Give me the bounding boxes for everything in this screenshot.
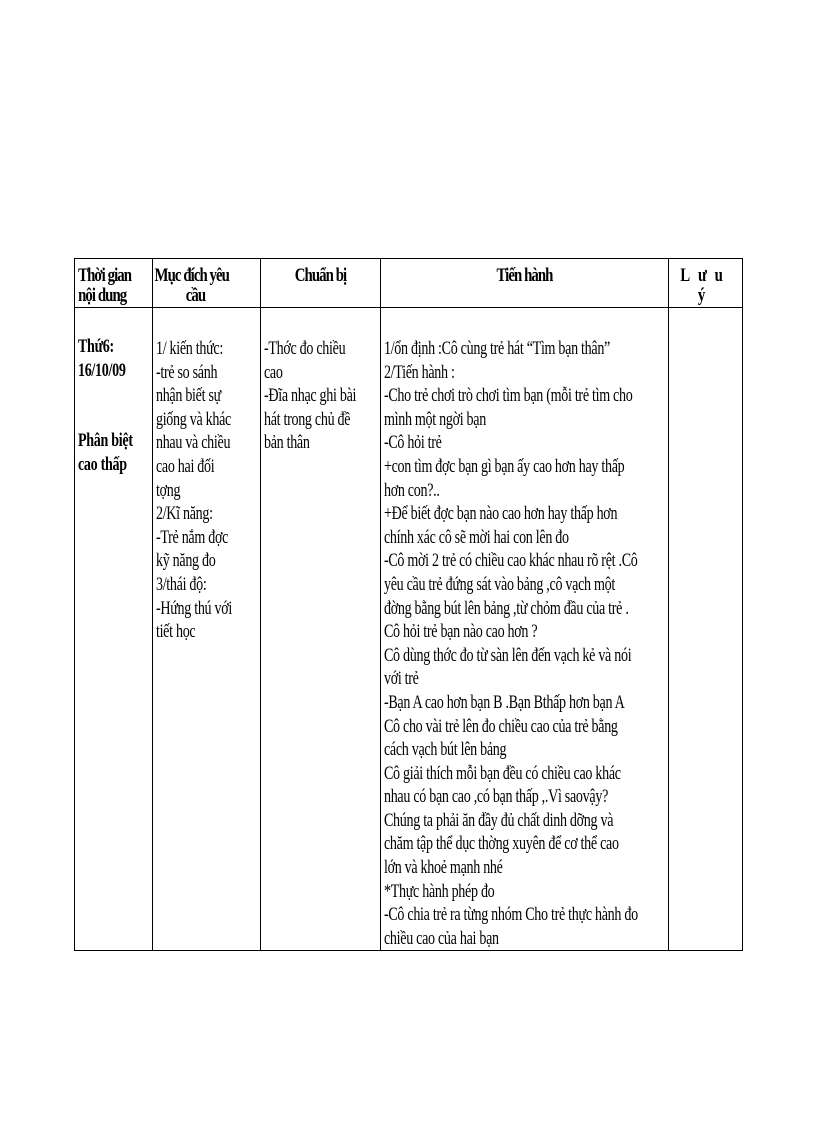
procedure-line: với trẻ [383,668,419,690]
procedure-line: 1/ổn định :Cô cùng trẻ hát “Tìm bạn thân” [383,338,611,359]
date-label: 16/10/09 [77,359,126,381]
goal-line: nhau và chiều [155,432,231,454]
header-time-content: Thời gian nội dung [75,259,153,308]
header-notes: Lưu ý [669,259,743,308]
procedure-line: lớn và khoẻ mạnh nhé [383,857,503,879]
procedure-line: 2/Tiến hành : [383,361,455,383]
procedure-line: chính xác cô sẽ mời hai con lên đo [383,526,569,548]
goal-line: kỹ năng đo [155,550,216,572]
goal-line: tiết học [155,621,196,643]
procedure-line: chiều cao của hai bạn [383,927,499,949]
goal-line: 1/ kiến thức: [155,338,223,359]
topic-label-line2: cao thấp [77,453,127,475]
prep-line: cao [263,361,283,383]
goal-line: -Trẻ nắm đợc [155,526,229,548]
procedure-line: chăm tập thể dục thờng xuyên để cơ thể cao [383,833,619,855]
prep-line: hát trong chủ đề [263,408,351,430]
procedure-line: nhau có bạn cao ,có bạn thấp ,.Vì saovậy? [383,786,609,808]
goal-line: 3/thái độ: [155,573,207,595]
procedure-line: -Cô mời 2 trẻ có chiều cao khác nhau rõ rệt .Cô [383,550,638,572]
goal-line: cao hai đối [155,455,215,477]
goal-line: nhận biết sự [155,385,221,407]
procedure-line: Cô cho vài trẻ lên đo chiều cao của trẻ bằng [383,715,618,737]
procedure-line: hơn con?.. [383,479,440,501]
header-preparation: Chuẩn bị [261,259,381,308]
goal-line: tợng [155,479,181,501]
procedure-line: Chúng ta phải ăn đầy đủ chất dinh dỡng và [383,809,614,831]
goal-line: giống và khác [155,408,231,430]
content-row [75,308,743,951]
procedure-line: *Thực hành phép đo [383,880,495,902]
prep-line: bản thân [263,432,310,454]
procedure-cell [381,308,669,951]
notes-cell [669,308,743,951]
procedure-line: -Cho trẻ chơi trò chơi tìm bạn (mỗi trẻ tìm cho [383,385,633,407]
prep-line: -Thớc đo chiều [263,338,346,359]
procedure-line: yêu cầu trẻ đứng sát vào bảng ,cô vạch một [383,573,615,595]
header-purpose-requirements: Mục đích yêu cầu [153,259,261,308]
procedure-line: -Cô hỏi trẻ [383,432,442,454]
procedure-line: Cô giải thích mỗi bạn đều có chiều cao khác [383,762,621,784]
procedure-line: cách vạch bút lên bảng [383,739,507,761]
day-label: Thứ6: [77,336,114,357]
procedure-line: +Để biết đợc bạn nào cao hơn hay thấp hơn [383,503,618,525]
procedure-line: -Cô chia trẻ ra từng nhóm Cho trẻ thực hành đo [383,904,638,926]
procedure-line: Cô hỏi trẻ bạn nào cao hơn ? [383,621,538,643]
procedure-line: Cô dùng thớc đo từ sàn lên đến vạch kẻ và nói [383,644,632,666]
preparation-cell [261,308,381,951]
goal-line: -trẻ so sánh [155,361,218,383]
topic-label-line1: Phân biệt [77,430,133,452]
goals-cell [153,308,261,951]
lesson-plan-table [74,258,743,951]
procedure-line: mình một ngời bạn [383,408,486,430]
goal-line: 2/Kĩ năng: [155,503,213,525]
header-row [75,259,743,308]
time-content-cell [75,308,153,951]
header-procedure: Tiến hành [381,259,669,308]
procedure-line: đờng bằng bút lên bảng ,từ chỏm đầu của trẻ . [383,597,629,619]
procedure-line: -Bạn A cao hơn bạn B .Bạn Bthấp hơn bạn A [383,691,625,713]
procedure-line: +con tìm đợc bạn gì bạn ấy cao hơn hay thấp [383,455,625,477]
goal-line: -Hứng thú với [155,597,233,619]
prep-line: -Đĩa nhạc ghi bài [263,385,357,407]
